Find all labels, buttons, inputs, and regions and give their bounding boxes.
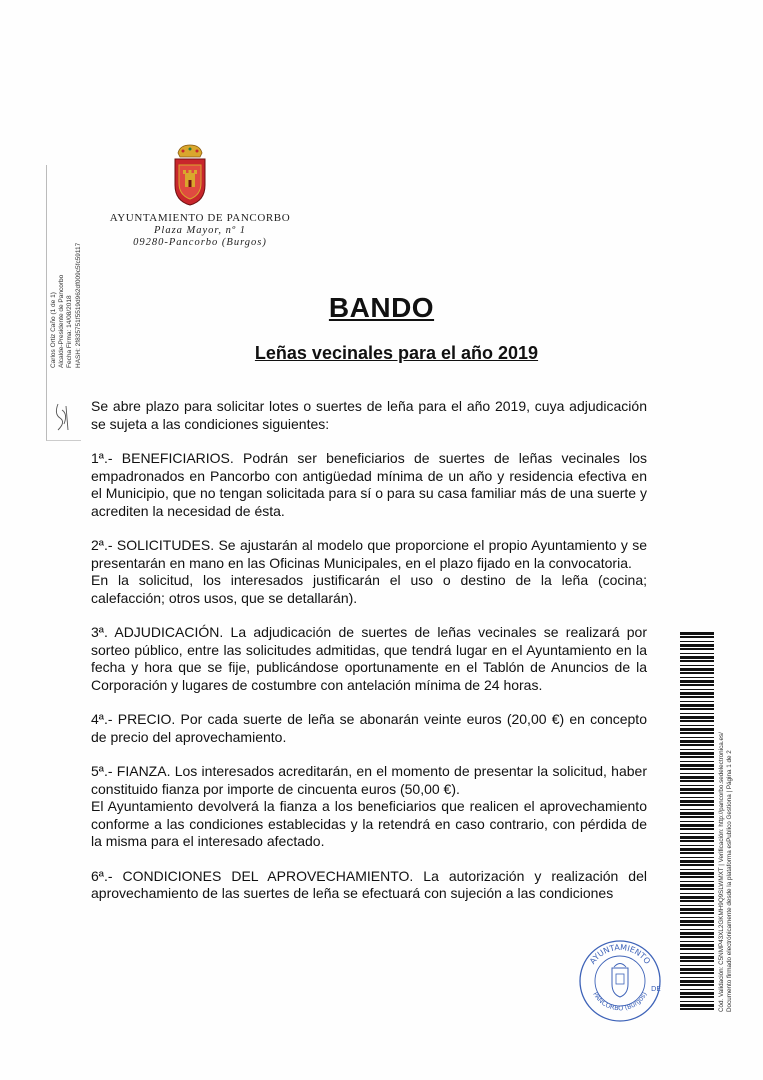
barcode-bar	[680, 684, 714, 686]
barcode-bar	[680, 792, 714, 794]
barcode-bar	[680, 992, 714, 995]
barcode-bar	[680, 864, 714, 866]
barcode-bar	[680, 689, 714, 690]
barcode-bar	[680, 948, 714, 950]
paragraph-beneficiarios: 1ª.- BENEFICIARIOS. Podrán ser beneficiarios de suertes de leñas vecinales los empadronados en Pancorbo con antigüedad mínima de un año y residencia efectiva en el Municipio, que no tengan solicitada para sí o para su casa familiar más de una suerte y acrediten la necesidad de ésta.	[91, 450, 647, 519]
handwritten-signature-icon	[52, 400, 74, 436]
barcode-bar	[680, 965, 714, 966]
barcode-bar	[680, 1001, 714, 1002]
barcode-bar	[680, 776, 714, 779]
barcode-bar	[680, 804, 714, 806]
document-body	[91, 398, 647, 903]
barcode-bar	[680, 704, 714, 707]
barcode-bar	[680, 692, 714, 695]
barcode-bar	[680, 824, 714, 827]
barcode-bar	[680, 773, 714, 774]
barcode-bar	[680, 840, 714, 842]
barcode-bar	[680, 972, 714, 974]
barcode-bar	[680, 668, 714, 671]
official-stamp-icon	[577, 938, 663, 1024]
barcode-bar	[680, 920, 714, 923]
barcode-bar	[680, 821, 714, 822]
barcode-bar	[680, 761, 714, 762]
barcode-bar	[680, 980, 714, 983]
barcode-bar	[680, 953, 714, 954]
barcode-bar	[680, 632, 714, 635]
barcode-bar	[680, 665, 714, 666]
barcode-bar	[680, 713, 714, 714]
signature-line-4: HASH: 2f835751f5519d962df009c5fc59117	[74, 242, 82, 368]
barcode-bar	[680, 836, 714, 839]
barcode-bar	[680, 716, 714, 719]
barcode-bar	[680, 641, 714, 642]
barcode-bar	[680, 989, 714, 990]
barcode-bar	[680, 912, 714, 914]
paragraph-adjudicacion: 3ª. ADJUDICACIÓN. La adjudicación de suertes de leñas vecinales se realizará por sorteo público, entre las solicitudes admitidas, que tendrá lugar en el Ayuntamiento en la fecha y hora que se fije, publicándose oportunamente en el Tablón de Anuncios de la Corporación y lugares de costumbre con antelación mínima de 24 horas.	[91, 624, 647, 693]
barcode-bar	[680, 917, 714, 918]
barcode-bar	[680, 876, 714, 878]
barcode-bar	[680, 845, 714, 846]
municipality-header	[100, 212, 300, 248]
barcode-bar	[680, 893, 714, 894]
barcode-bar	[680, 968, 714, 971]
barcode-bar	[680, 888, 714, 890]
barcode-bar	[680, 768, 714, 770]
paragraph-fianza: 5ª.- FIANZA. Los interesados acreditarán, en el momento de presentar la solicitud, haber constituido fianza por importe de cincuenta euros (50,00 €).	[91, 763, 647, 797]
address-line-2: 09280-Pancorbo (Burgos)	[133, 237, 267, 248]
verification-line-2: Documento firmado electrónicamente desde la plataforma esPublico Gestiona | Página 1 de 2	[726, 750, 733, 1012]
barcode-bar	[680, 740, 714, 743]
barcode-bar	[680, 936, 714, 938]
barcode-bar	[680, 648, 714, 650]
barcode-bar	[680, 812, 714, 815]
barcode-icon	[680, 632, 714, 1010]
barcode-bar	[680, 860, 714, 863]
barcode-bar	[680, 941, 714, 942]
barcode-bar	[680, 881, 714, 882]
paragraph-precio: 4ª.- PRECIO. Por cada suerte de leña se abonarán veinte euros (20,00 €) en concepto de precio del aprovechamiento.	[91, 711, 647, 745]
verification-text	[718, 732, 734, 1012]
signature-line-3: Fecha Firma: 14/08/2018	[66, 295, 74, 368]
org-name: AYUNTAMIENTO DE PANCORBO	[109, 212, 291, 224]
barcode-bar	[680, 677, 714, 678]
barcode-bar	[680, 797, 714, 798]
barcode-bar	[680, 960, 714, 962]
signature-line-1: Carlos Ortiz Caño (1 de 1)	[50, 292, 57, 368]
barcode-bar	[680, 956, 714, 959]
barcode-bar	[680, 696, 714, 698]
barcode-bar	[680, 728, 714, 731]
barcode-bar	[680, 737, 714, 738]
barcode-bar	[680, 644, 714, 647]
barcode-bar	[680, 660, 714, 662]
barcode-bar	[680, 749, 714, 750]
stamp-de-text: DE	[651, 985, 661, 993]
barcode-bar	[680, 720, 714, 722]
barcode-bar	[680, 701, 714, 702]
stamp-bottom-text: PANCORBO (Burgos)	[591, 990, 649, 1013]
signature-line-2: Alcalde-Presidente de Pancorbo	[58, 274, 66, 368]
barcode-bar	[680, 944, 714, 947]
barcode-bar	[680, 725, 714, 726]
stamp-top-text: AYUNTAMIENTO	[587, 942, 653, 966]
barcode-bar	[680, 708, 714, 710]
verification-line-1: Cód. Validación: C5NMP43XL2GKMH9Q9SLWMXT | Verificación: http://pancorbo.sedelectronica.es/	[718, 732, 725, 1012]
svg-text:AYUNTAMIENTO	[588, 943, 652, 966]
paragraph-solicitudes-detail: En la solicitud, los interesados justificarán el uso o destino de la leña (cocina; calefacción; otros usos, que se detallarán).	[91, 572, 647, 606]
barcode-bar	[680, 872, 714, 875]
barcode-bar	[680, 788, 714, 791]
barcode-bar	[680, 800, 714, 803]
barcode-bar	[680, 744, 714, 746]
barcode-bar	[680, 656, 714, 659]
barcode-bar	[680, 756, 714, 758]
barcode-bar	[680, 984, 714, 986]
barcode-bar	[680, 900, 714, 902]
barcode-bar	[680, 924, 714, 926]
barcode-bar	[680, 732, 714, 734]
barcode-bar	[680, 996, 714, 998]
barcode-bar	[680, 780, 714, 782]
paragraph-condiciones: 6ª.- CONDICIONES DEL APROVECHAMIENTO. La autorización y realización del aprovechamiento de las suertes de leña se efectuará con sujeción a las condiciones	[91, 867, 647, 901]
barcode-bar	[680, 816, 714, 818]
barcode-bar	[680, 905, 714, 906]
barcode-bar	[680, 929, 714, 930]
barcode-bar	[680, 764, 714, 767]
barcode-bar	[680, 680, 714, 683]
page-subtitle: Leñas vecinales para el año 2019	[254, 343, 539, 363]
barcode-bar	[680, 636, 714, 638]
barcode-bar	[680, 1008, 714, 1010]
barcode-bar	[680, 869, 714, 870]
barcode-bar	[680, 752, 714, 755]
svg-text:PANCORBO (Burgos)	[591, 991, 648, 1013]
barcode-bar	[680, 884, 714, 887]
barcode-bar	[680, 809, 714, 810]
barcode-bar	[680, 932, 714, 935]
page-title: BANDO	[328, 292, 435, 323]
paragraph-solicitudes: 2ª.- SOLICITUDES. Se ajustarán al modelo que proporcione el propio Ayuntamiento y se presentarán en mano en las Oficinas Municipales, en el plazo fijado en la convocatoria.	[91, 537, 647, 571]
barcode-bar	[680, 653, 714, 654]
barcode-bar	[680, 857, 714, 858]
barcode-bar	[680, 908, 714, 911]
barcode-bar	[680, 848, 714, 851]
barcode-bar	[680, 896, 714, 899]
paragraph-intro: Se abre plazo para solicitar lotes o suertes de leña para el año 2019, cuya adjudicación se sujeta a las condiciones siguientes:	[91, 398, 647, 432]
barcode-bar	[680, 852, 714, 854]
barcode-bar	[680, 977, 714, 978]
barcode-bar	[680, 672, 714, 674]
coat-of-arms-icon	[170, 143, 210, 207]
address-line-1: Plaza Mayor, nº 1	[153, 225, 246, 236]
barcode-bar	[680, 785, 714, 786]
barcode-bar	[680, 1004, 714, 1007]
barcode-bar	[680, 828, 714, 830]
barcode-bar	[680, 833, 714, 834]
paragraph-fianza-detail: El Ayuntamiento devolverá la fianza a los beneficiarios que realicen el aprovechamiento conforme a las condiciones establecidas y la retendrá en caso contrario, con pérdida de la misma para el interesado afectado.	[91, 798, 647, 849]
